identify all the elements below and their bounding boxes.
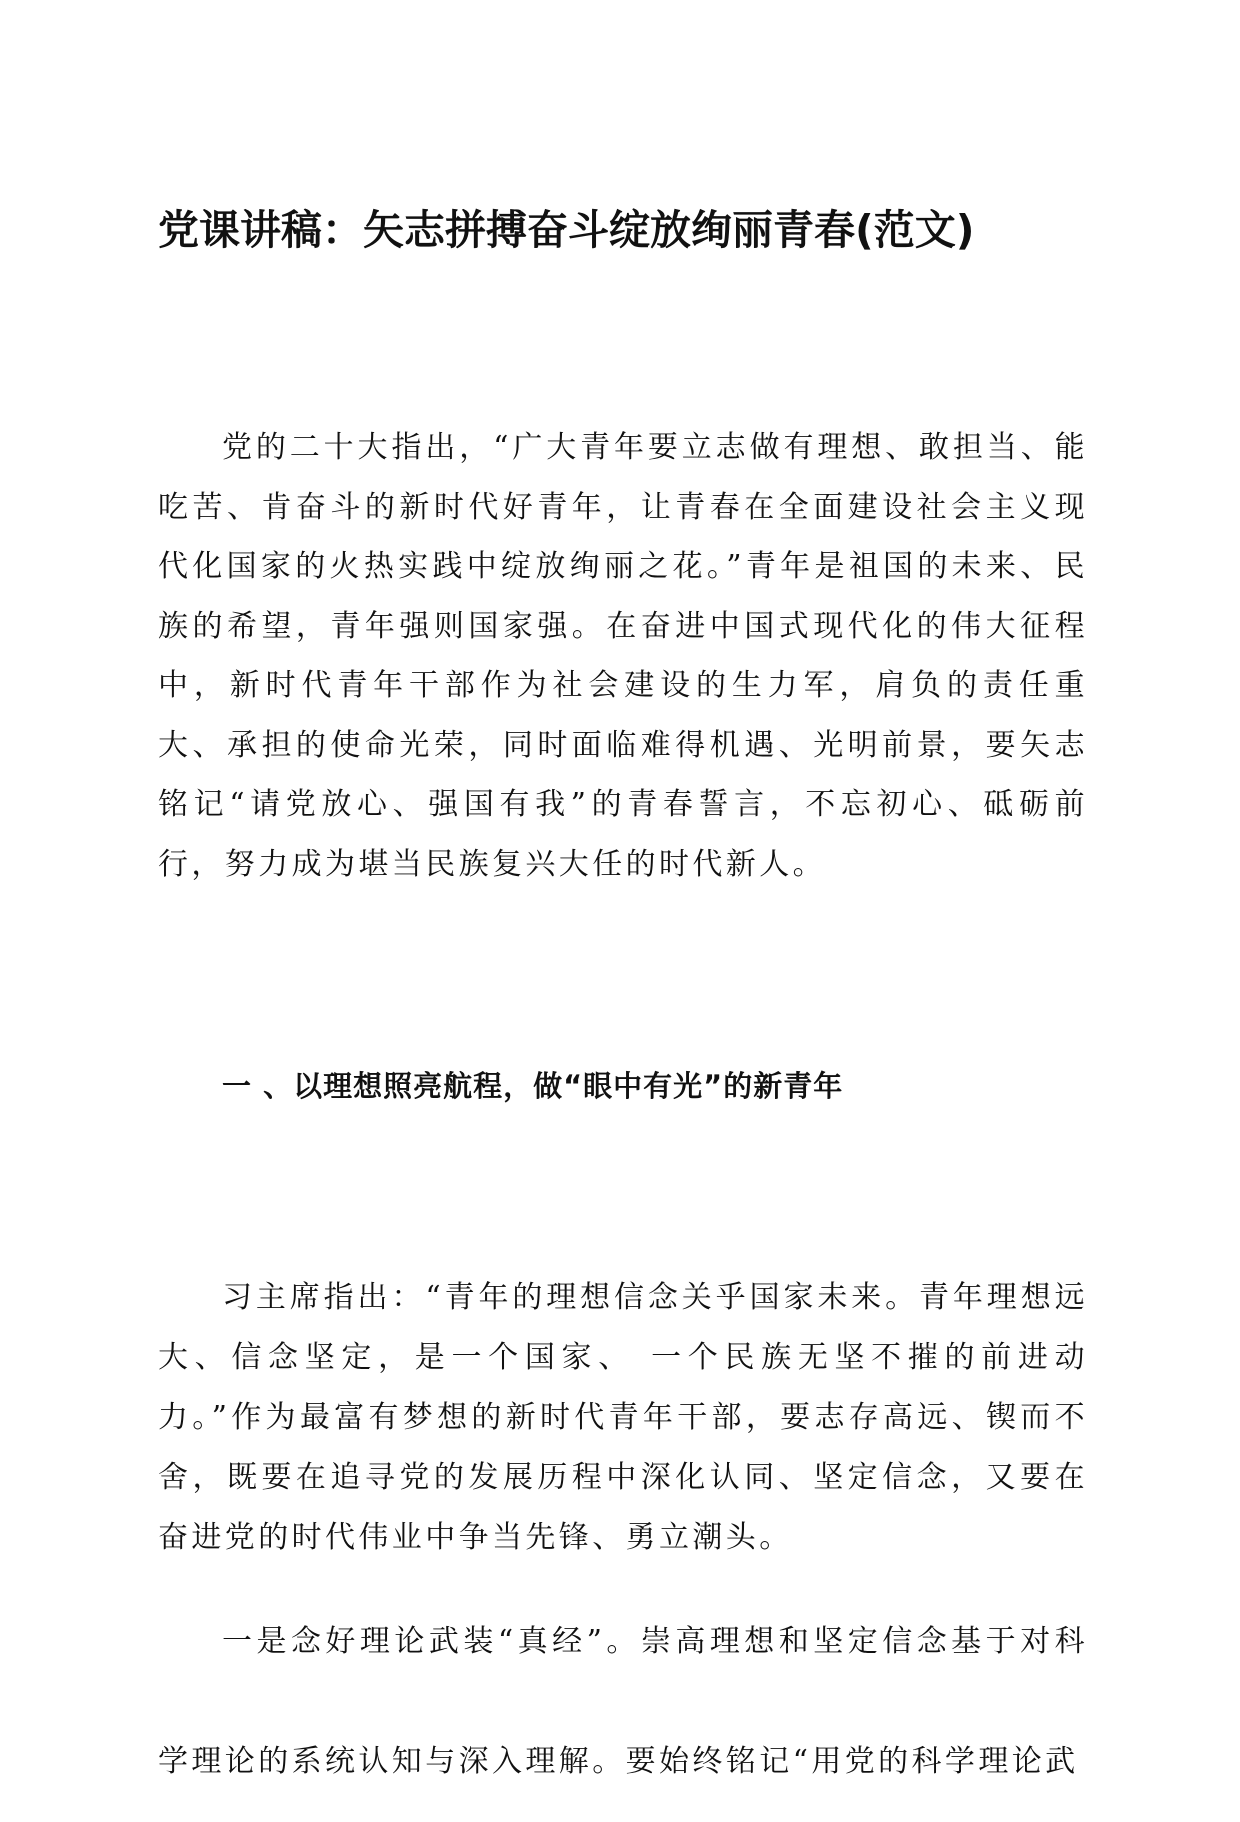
paragraph-theory: 一是念好理论武装“真经”。崇高理想和坚定信念基于对科学理论的系统认知与深入理解。要始终铭记“用党的科学理论武 <box>158 1624 1088 1779</box>
paragraph-intro: 党的二十大指出，“广大青年要立志做有理想、敢担当、能吃苦、肯奋斗的新时代好青年，让青春在全面建设社会主义现代化国家的火热实践中绽放绚丽之花。”青年是祖国的未来、民族的希望，青年强则国家强。在奋进中国式现代化的伟大征程中，新时代青年干部作为社会建设的生力军，肩负的责任重大、承担的使命光荣，同时面临难得机遇、光明前景，要矢志铭记“请党放心、强国有我”的青春誓言，不忘初心、砥砺前行，努力成为堪当民族复兴大任的时代新人。 <box>158 430 1088 882</box>
paragraph-section-1: 习主席指出：“青年的理想信念关乎国家未来。青年理想远大、信念坚定，是一个国家、 一个民族无坚不摧的前进动力。”作为最富有梦想的新时代青年干部，要志存高远、锲而不舍，既要在追寻党的发展历程中深化认同、坚定信念，又要在奋进党的时代伟业中争当先锋、勇立潮头。 <box>158 1280 1088 1555</box>
section-heading-1: 一 、以理想照亮航程，做“眼中有光”的新青年 <box>222 1069 844 1103</box>
document-title: 党课讲稿：矢志拼搏奋斗绽放绚丽青春(范文) <box>158 206 975 254</box>
